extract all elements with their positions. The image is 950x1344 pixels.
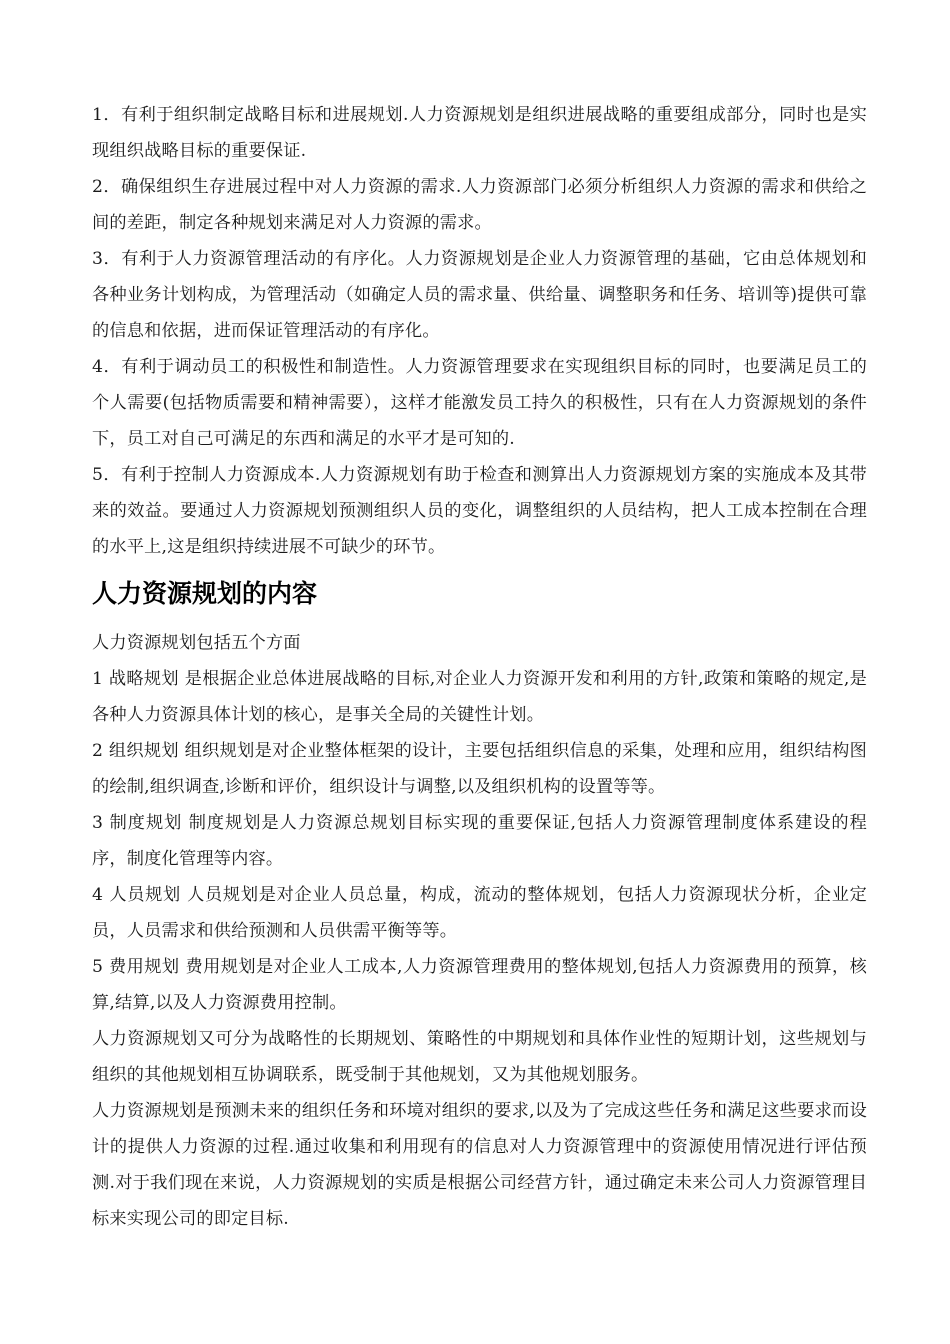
benefit-item-1: 1．有利于组织制定战略目标和进展规划.人力资源规划是组织进展战略的重要组成部分，同时也是实现组织战略目标的重要保证. [92,105,867,161]
benefit-item-5: 5．有利于控制人力资源成本.人力资源规划有助于检查和测算出人力资源规划方案的实施成本及其带来的效益。要通过人力资源规划预测组织人员的变化，调整组织的人员结构，把人工成本控制在合理的水平上,这是组织持续进展不可缺少的环节。 [92,465,867,557]
benefit-item-4: 4．有利于调动员工的积极性和制造性。人力资源管理要求在实现组织目标的同时，也要满足员工的个人需要(包括物质需要和精神需要），这样才能激发员工持久的积极性，只有在人力资源规划的条件下，员工对自己可满足的东西和满足的水平才是可知的. [92,357,867,449]
benefit-item-3: 3．有利于人力资源管理活动的有序化。人力资源规划是企业人力资源管理的基础，它由总体规划和各种业务计划构成，为管理活动（如确定人员的需求量、供给量、调整职务和任务、培训等)提供可靠的信息和依据，进而保证管理活动的有序化。 [92,249,867,341]
plan-item-cost: 5 费用规划 费用规划是对企业人工成本,人力资源管理费用的整体规划,包括人力资源费用的预算，核算,结算,以及人力资源费用控制。 [92,957,867,1013]
closing-paragraph-2: 人力资源规划是预测未来的组织任务和环境对组织的要求,以及为了完成这些任务和满足这些要求而设计的提供人力资源的过程.通过收集和利用现有的信息对人力资源管理中的资源使用情况进行评估预测.对于我们现在来说，人力资源规划的实质是根据公司经营方针，通过确定未来公司人力资源管理目标来实现公司的即定目标. [92,1101,867,1229]
plan-item-system: 3 制度规划 制度规划是人力资源总规划目标实现的重要保证,包括人力资源管理制度体系建设的程序，制度化管理等内容。 [92,813,867,869]
section-heading: 人力资源规划的内容 [92,579,318,608]
content-section [92,625,867,1237]
document-page [92,97,867,1237]
plan-item-organization: 2 组织规划 组织规划是对企业整体框架的设计，主要包括组织信息的采集，处理和应用，组织结构图的绘制,组织调查,诊断和评价，组织设计与调整,以及组织机构的设置等等。 [92,741,867,797]
benefits-list [92,97,867,565]
section-intro: 人力资源规划包括五个方面 [92,633,301,653]
benefit-item-2: 2．确保组织生存进展过程中对人力资源的需求.人力资源部门必须分析组织人力资源的需求和供给之间的差距，制定各种规划来满足对人力资源的需求。 [92,177,867,233]
plan-item-strategy: 1 战略规划 是根据企业总体进展战略的目标,对企业人力资源开发和利用的方针,政策和策略的规定,是各种人力资源具体计划的核心，是事关全局的关键性计划。 [92,669,867,725]
closing-paragraph-1: 人力资源规划又可分为战略性的长期规划、策略性的中期规划和具体作业性的短期计划，这些规划与组织的其他规划相互协调联系，既受制于其他规划，又为其他规划服务。 [92,1029,867,1085]
plan-item-personnel: 4 人员规划 人员规划是对企业人员总量，构成，流动的整体规划，包括人力资源现状分析，企业定员，人员需求和供给预测和人员供需平衡等等。 [92,885,867,941]
